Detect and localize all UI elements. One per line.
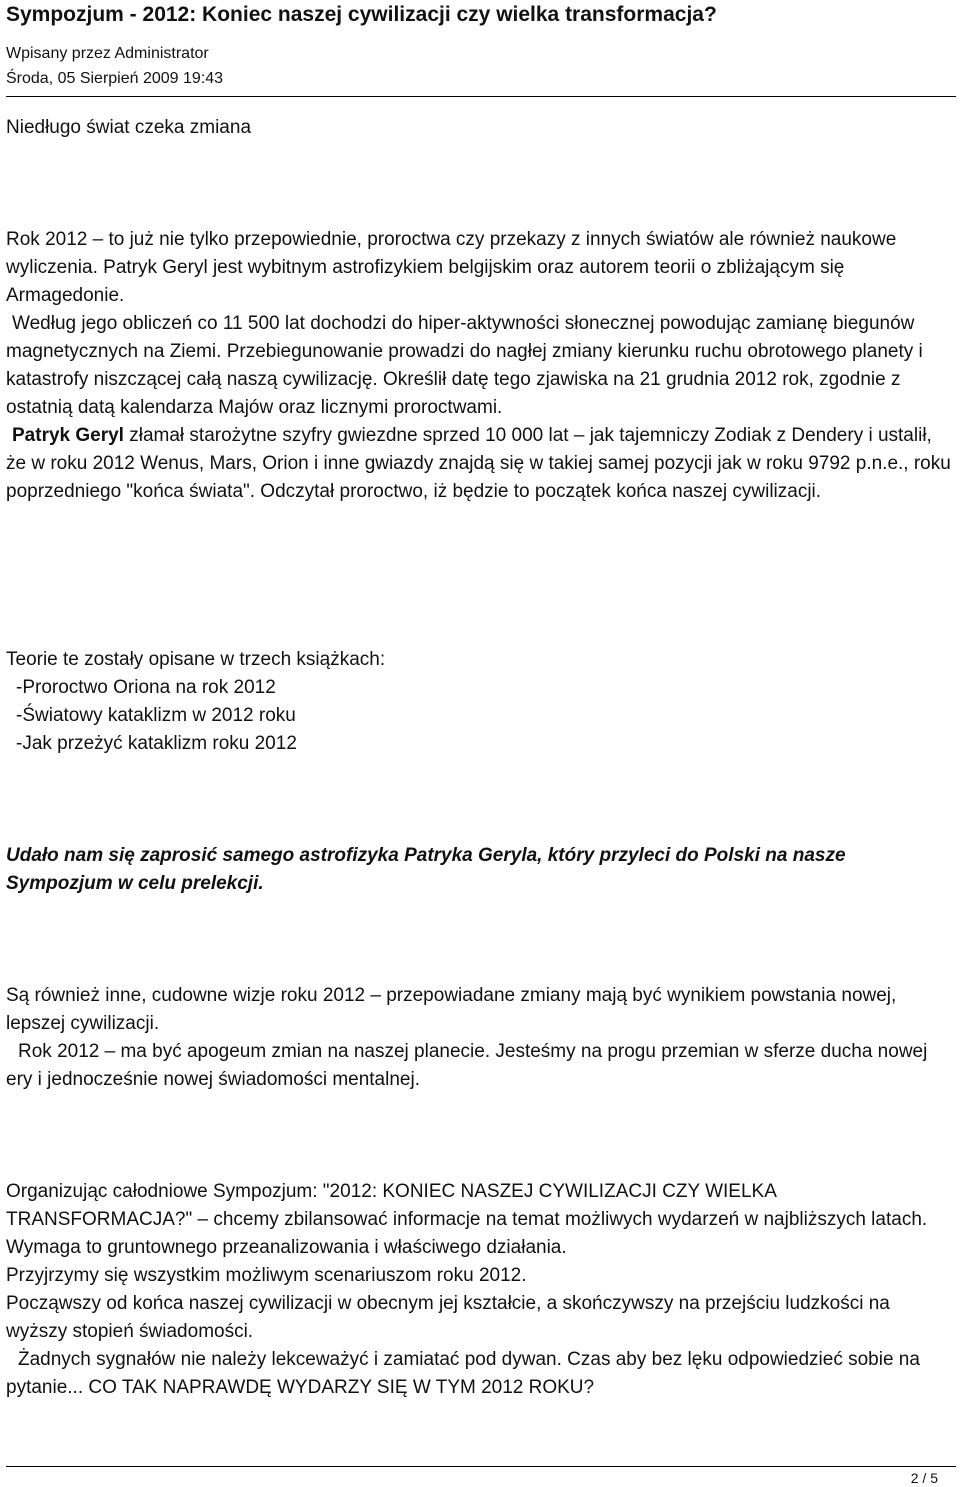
vision-paragraph-2: Rok 2012 – ma być apogeum zmian na naszej planecie. Jesteśmy na progu przemian w sferze ducha nowej ery i jednocześnie nowej świadomości mentalnej. xyxy=(6,1041,928,1090)
books-section xyxy=(6,646,956,758)
intro-section xyxy=(6,226,956,506)
intro-paragraph-3 xyxy=(6,422,956,506)
invitation-text: Udało nam się zaprosić samego astrofizyka Patryka Geryla, który przyleci do Polski na nasze Sympozjum w celu prelekcji. xyxy=(6,845,846,894)
author-line: Wpisany przez Administrator xyxy=(6,45,209,62)
footer-divider xyxy=(6,1466,956,1467)
intro-paragraph-3-text: złamał starożytne szyfry gwiezdne sprzed 10 000 lat – jak tajemniczy Zodiak z Dendery i ustalił, że w roku 2012 Wenus, Mars, Orion i inne gwiazdy znajdą się w takiej samej pozycji jak w roku 9792 p.n.e., roku poprzedniego "końca świata". Odczytał proroctwo, iż będzie to początek końca naszej cywilizacji. xyxy=(6,425,951,502)
book-item: -Jak przeżyć kataklizm roku 2012 xyxy=(16,733,297,754)
organizing-paragraph-1: Organizując całodniowe Sympozjum: "2012: KONIEC NASZEJ CYWILIZACJI CZY WIELKA TRANSFORMACJA?" – chcemy zbilansować informacje na temat możliwych wydarzeń w najbliższych latach. Wymaga to gruntownego przeanalizowania i właściwego działania. xyxy=(6,1181,928,1258)
article-subtitle: Niedługo świat czeka zmiana xyxy=(6,117,252,138)
page-number: 2 / 5 xyxy=(910,1470,938,1486)
date-line: Środa, 05 Sierpień 2009 19:43 xyxy=(6,70,224,87)
vision-paragraph-1: Są również inne, cudowne wizje roku 2012 – przepowiadane zmiany mają być wynikiem powstania nowej, lepszej cywilizacji. xyxy=(6,985,897,1034)
organizing-paragraph-4: Żadnych sygnałów nie należy lekceważyć i zamiatać pod dywan. Czas aby bez lęku odpowiedzieć sobie na pytanie... CO TAK NAPRAWDĘ WYDARZY SIĘ W TYM 2012 ROKU? xyxy=(6,1349,920,1398)
organizing-section xyxy=(6,1178,956,1402)
article-title: Sympozjum - 2012: Koniec naszej cywilizacji czy wielka transformacja? xyxy=(6,3,717,26)
book-item: -Światowy kataklizm w 2012 roku xyxy=(16,705,296,726)
organizing-paragraph-2: Przyjrzymy się wszystkim możliwym scenariuszom roku 2012. xyxy=(6,1265,527,1286)
organizing-paragraph-3: Począwszy od końca naszej cywilizacji w obecnym jej kształcie, a skończywszy na przejściu ludzkości na wyższy stopień świadomości. xyxy=(6,1293,890,1342)
header-divider xyxy=(6,96,956,97)
geryl-name: Patryk Geryl xyxy=(12,425,124,446)
book-item: -Proroctwo Oriona na rok 2012 xyxy=(16,677,276,698)
books-intro: Teorie te zostały opisane w trzech książkach: xyxy=(6,649,386,670)
vision-section xyxy=(6,982,956,1094)
intro-paragraph-2: Według jego obliczeń co 11 500 lat dochodzi do hiper-aktywności słonecznej powodując zamianę biegunów magnetycznych na Ziemi. Przebiegunowanie prowadzi do nagłej zmiany kierunku ruchu obrotowego planety i katastrofy niszczącej całą naszą cywilizację. Określił datę tego zjawiska na 21 grudnia 2012 rok, zgodnie z ostatnią datą kalendarza Majów oraz licznymi proroctwami. xyxy=(6,313,923,418)
intro-paragraph-1: Rok 2012 – to już nie tylko przepowiednie, proroctwa czy przekazy z innych światów ale również naukowe wyliczenia. Patryk Geryl jest wybitnym astrofizykiem belgijskim oraz autorem teorii o zbliżającym się Armagedonie. xyxy=(6,229,897,306)
